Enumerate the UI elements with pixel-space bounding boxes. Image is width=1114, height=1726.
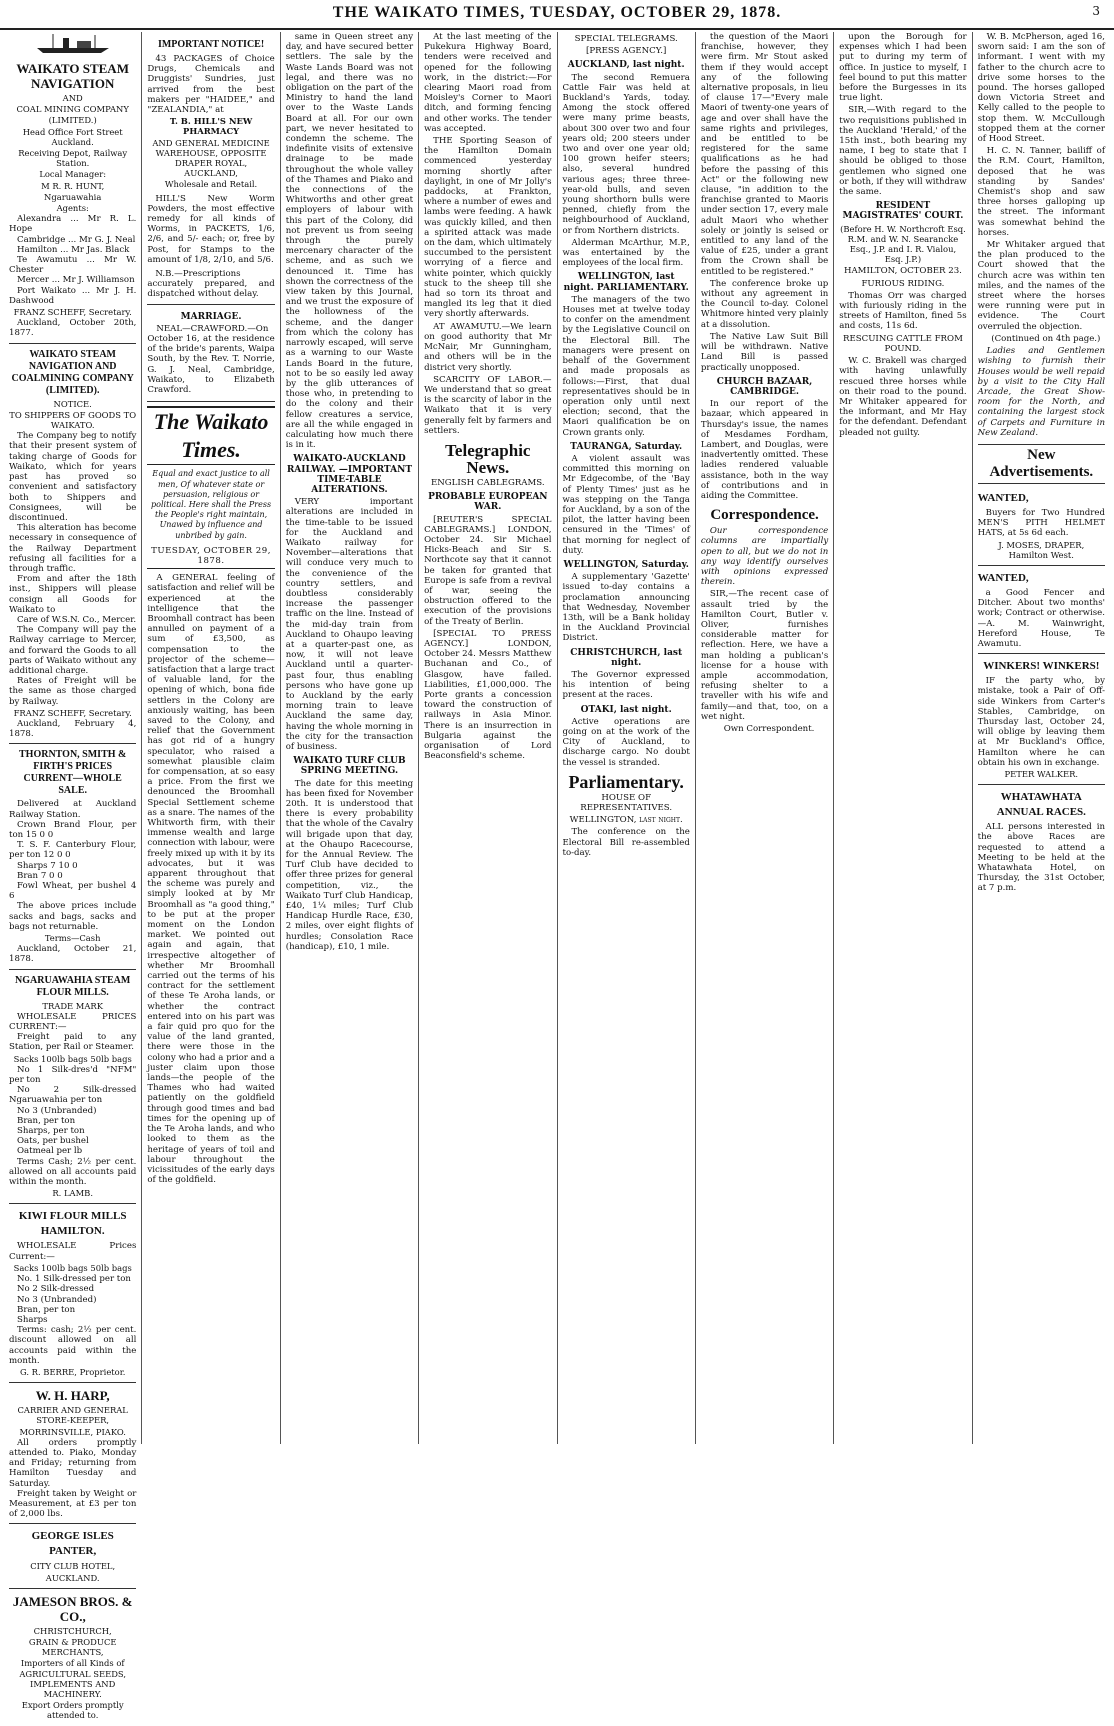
page-number: 3 xyxy=(1092,4,1100,18)
editorial-continued: same in Queen street any day, and have secured better settlers. The sale by the Waste Lands Board was not legal, and there was no obligation on the part of the Ministry to hand the land over to the Waste Lands Board at all. For our own part, we never hesitated to condemn the scheme. The indefinite visits of extensive drainage to be made throughout the whole valley of the Thames and Piako and the connections of the Whitworths and other great employers of labour with this part of the Colony, did not prevent us from seeing through the purely mercenary character of the scheme, and as such we denounced it. Time has shown the correctness of the view taken by this Journal, and we trust the exposure of the hollowness of the scheme, and the danger from which the colony has narrowly escaped, will serve as a warning to our Waste Lands Board in the future, not to be so easily led away by the glib utterances of those who, in pretending to do the colony and their fellow creatures a service, are all the while engaged in calculating how much there is in it. xyxy=(285,32,414,451)
ad-line: Port Waikato ... Mr J. H. Dashwood xyxy=(9,285,137,306)
ad-line: a Good Fencer and Ditcher. About two months' work; Contract or otherwise.—A. M. Wainwright, Hereford House, Te Awamutu. xyxy=(977,587,1105,649)
wellington-saturday-text: A supplementary 'Gazette' issued to-day contains a proclamation announcing that Wednesday, November 13th, will be a Bank holiday in the Auckland Provincial District. xyxy=(562,572,690,644)
bailiff-text: H. C. N. Tanner, bailiff of the R.M. Court, Hamilton, deposed that he was standing by Sandes' Chemist's shop and saw three horses galloping up the street. The informant was somewhat behind the horses. xyxy=(977,146,1105,238)
ad-line: T. B. HILL'S NEW PHARMACY xyxy=(169,116,253,137)
native-bills-text: The Native Law Suit Bill will be withdrawn. Native Land Bill is passed practically unopposed. xyxy=(700,331,829,373)
auckland-text-2: Alderman McArthur, M.P., was entertained by the employees of the local firm. xyxy=(562,237,690,269)
ad-whatawhata-races xyxy=(978,785,1105,897)
ad-line: Terms: cash; 2½ per cent. discount allowed on all accounts paid within the month. xyxy=(9,1325,137,1366)
parliamentary-heading: Parliamentary. xyxy=(568,771,684,792)
ad-jameson xyxy=(9,1589,136,1726)
ad-line: MORRINSVILLE, PIAKO. xyxy=(19,1426,126,1437)
sporting-text: THE Sporting Season of the Hamilton Domain commenced yesterday morning shortly after daylight, in one of Mr Jolly's paddocks, at Frankton, where a number of ewes and lambs were feeding. A hawk was quickly killed, and then a spirited attack was made on the dam, which ultimately succumbed to the persistent worrying of a fierce and white pointer, which quickly stuck to the sheep till she had so torn its throat and mangled its leg that it died very shortly afterwards. xyxy=(424,136,552,320)
ad-heading: WANTED, xyxy=(977,491,1029,504)
highway-board-text: At the last meeting of the Pukekura Highway Board, tenders were received and opened for the following work, in the district:—For clearing Maori road from Moisley's Corner to Maori ditch, and forming fencing and other works. The tender was accepted. xyxy=(424,32,552,134)
ad-harp xyxy=(9,1383,136,1524)
steamer-icon xyxy=(33,32,113,54)
ad-ngaruawahia-mills xyxy=(9,970,136,1205)
ad-heading: JAMESON BROS. & CO., xyxy=(12,1593,133,1624)
ad-line: TO SHIPPERS OF GOODS TO WAIKATO. xyxy=(9,409,137,431)
otaki-dateline: OTAKI, last night. xyxy=(580,704,672,715)
ad-line: Auckland, February 4, 1878. xyxy=(9,718,137,740)
ad-line: COAL MINING COMPANY xyxy=(16,104,129,115)
continued-note: (Continued on 4th page.) xyxy=(991,333,1101,344)
ad-line: Rates of Freight will be the same as those charged by Railway. xyxy=(9,676,137,707)
ad-line: N.B.—Prescriptions accurately prepared, and dispatched without delay. xyxy=(147,269,275,300)
tauranga-text: A violent assault was committed this morning on Mr Edgecombe, of the 'Bay of Plenty Times' just as he was stepping on the Tanga for Auckland, by a son of the pilot, the latter having been censured in the 'Times' of that morning for neglect of duty. xyxy=(562,453,690,556)
ad-line: Bran, per ton xyxy=(17,1304,76,1315)
letter-signoff: Own Correspondent. xyxy=(723,724,815,734)
ad-line: Bran 7 0 0 xyxy=(17,870,63,881)
column-5 xyxy=(558,32,696,1444)
ad-line: CITY CLUB HOTEL, xyxy=(30,1561,116,1572)
ad-line: ALL persons interested in the above Races are requested to attend a Meeting to be held at the Whatawhata Hotel, on Thursday, the 31st October, at 7 p.m. xyxy=(977,822,1105,894)
ad-line: CARRIER AND GENERAL STORE-KEEPER, xyxy=(17,1405,128,1426)
ad-panter xyxy=(9,1524,136,1588)
ad-line: HILL'S New Worm Powders, the most effective remedy for all kinds of Worms, in PACKETS, 1/6, 2/6, and 5/- each; or, free by Post, for Stamps to the amount of 1/8, 2/10, and 5/6. xyxy=(147,193,275,265)
ruling-text: Mr Whitaker argued that the plan produced to the Court showed that the church acre was within ten miles, and the names of the street where the horses were running were put in evidence. The Court overruled the objection. xyxy=(977,240,1105,332)
ad-line: Sharps 7 10 0 xyxy=(17,860,78,871)
ad-line: The Company will pay the Railway carriage to Mercer, and forward the Goods to all parts of Waikato without any additional charge. xyxy=(9,625,137,676)
ad-wanted-fencer xyxy=(978,566,1105,654)
ad-line: Receiving Depot, Railway Station. xyxy=(18,148,128,169)
ad-line: G. R. BERRE, Proprietor. xyxy=(19,1366,126,1377)
ad-line: AND GENERAL MEDICINE WAREHOUSE, OPPOSITE DRAPER ROYAL, AUCKLAND, xyxy=(152,137,270,179)
rm-court-dateline: HAMILTON, OCTOBER 23. xyxy=(843,266,962,277)
rm-court-bench: (Before H. W. Northcroft Esq. R.M. and W. N. Searancke Esq., J.P. and I. R. Vialou, Esq. J.P.) xyxy=(840,223,966,265)
motto: Equal and exact justice to all men, Of whatever state or persuasion, religious or political. Here shall the Press the People's right maintain, Unawed by influence and unbribed by gain. xyxy=(151,469,272,540)
ad-line: Sacks 100lb bags 50lb bags xyxy=(13,1053,132,1064)
ad-line: GRAIN & PRODUCE MERCHANTS, xyxy=(28,1636,117,1658)
nameplate: The Waikato Times. xyxy=(147,406,274,465)
ad-kiwi-mills xyxy=(9,1204,136,1383)
ad-line: Sharps xyxy=(17,1314,48,1325)
ad-heading: WINKERS! WINKERS! xyxy=(983,660,1100,673)
ad-line: CHRISTCHURCH, xyxy=(33,1625,112,1636)
column-6 xyxy=(696,32,834,1444)
cable-text: [REUTER'S SPECIAL CABLEGRAMS.] LONDON, October 24. Sir Michael Hicks-Beach and Sir S. Northcote say that it cannot be taken for granted that Europe is safe from a revival of war, seeing the obstruction offered to the execution of the provisions of the Treaty of Berlin. xyxy=(424,514,552,627)
awamutu-text: AT AWAMUTU.—We learn on good authority that Mr McNair, Mr Gunningham, and others will be in the district very shortly. xyxy=(424,321,552,373)
cable-title: PROBABLE EUROPEAN WAR. xyxy=(428,492,548,513)
ad-line: No 3 (Unbranded) xyxy=(17,1105,97,1116)
ad-heading: GEORGE ISLES PANTER, xyxy=(31,1530,114,1558)
ad-line: Ngaruawahia xyxy=(44,191,102,202)
ad-heading: THORNTON, SMITH & FIRTH'S PRICES CURRENT—WHOLE SALE. xyxy=(19,749,127,797)
ad-wanted-hats xyxy=(978,486,1105,566)
ad-heading: WAIKATO STEAM NAVIGATION AND COALMINING COMPANY (LIMITED). xyxy=(11,348,134,396)
editorial-text: A GENERAL feeling of satisfaction and relief will be experienced at the intelligence that the Broomhall contract has been annulled on payment of a sum of £3,500, as compensation to the projector of the scheme—satisfaction that a large tract of valuable land, for the opening of which, bona fide settlers in the Colony are anxiously waiting, has been saved to the Colony, and relief that the Government has got rid of a hungry speculator, who raised a somewhat plausible claim for compensation, at so easy a price. From the first we denounced the Broomhall Special Settlement scheme as a snare. The names of the Whitworth firm, with their immense wealth and large connection with labour, were freely mixed up with it by its advocates, but it was apparent throughout that the scheme was purely and simply looked at by Mr Broomhall as "a good thing," to be put at the proper moment on the London market. We pointed out again and again, that irrespective altogether of whether Mr Broomhall carried out the terms of his contract for the settlement of these Te Aroha lands, or whether the contract entered into on his part was a fair quid pro quo for the value of the land granted, there were those in the colony who had a prior and a juster claim upon those lands—the people of the Thames who had waited patiently on the goldfield through good times and bad times for the opening up of the Te Aroha lands, and who looked to them as the heritage of years of toil and labour throughout the vicissitudes of the early days of the goldfield. xyxy=(147,573,275,1186)
ad-wsn-coal xyxy=(9,56,136,344)
ad-heading: WHATAWHATA ANNUAL RACES. xyxy=(996,791,1086,819)
tauranga-dateline: TAURANGA, Saturday. xyxy=(570,441,683,452)
ad-line: No. 1 Silk-dressed per ton xyxy=(17,1274,131,1285)
ad-heading: KIWI FLOUR MILLS HAMILTON. xyxy=(18,1210,127,1238)
ad-line: From and after the 18th inst., Shippers will please consign all Goods for Waikato to xyxy=(9,574,137,615)
ad-line: Oats, per bushel xyxy=(17,1136,89,1147)
ad-line: All orders promptly attended to. Piako, Monday and Friday; returning from Hamilton Tuesday and Saturday. xyxy=(9,1437,137,1489)
railway-heading: WAIKATO-AUCKLAND RAILWAY. —IMPORTANT TIME-TABLE ALTERATIONS. xyxy=(286,454,413,495)
ad-line: Cambridge ... Mr G. J. Neal xyxy=(17,234,136,245)
ad-line: Wholesale and Retail. xyxy=(164,179,258,190)
columns xyxy=(4,32,1110,1721)
auckland-dateline: AUCKLAND, last night. xyxy=(567,60,685,71)
ad-line: Terms—Cash xyxy=(44,933,101,944)
ad-line: IF the party who, by mistake, took a Pair of Off-side Winkers from Carter's Stables, Cambridge, on Thursday last, October 24, will oblige by leaving them at Mr Buckland's Office, Hamilton where he can obtain his own in exchange. xyxy=(977,676,1105,768)
masthead xyxy=(0,0,1114,30)
wellington-dateline: WELLINGTON, last night. PARLIAMENTARY. xyxy=(563,272,689,293)
marriage-notice xyxy=(147,305,274,403)
ad-line: No 2 Silk-dressed xyxy=(17,1284,95,1295)
rm-court-heading: RESIDENT MAGISTRATES' COURT. xyxy=(842,201,964,222)
ad-line: No 3 (Unbranded) xyxy=(17,1294,97,1305)
ad-heading: WANTED, xyxy=(977,571,1029,584)
bazaar-text: In our report of the bazaar, which appeared in Thursday's issue, the names of Mesdames Fordham, Lambert, and Douglas, were inadvertently omitted. These ladies rendered valuable assistance, both in the way of contributions and in aiding the Committee. xyxy=(700,399,829,501)
ad-line: Auckland, October 21, 1878. xyxy=(9,944,137,965)
ad-line: 43 PACKAGES of Choice Drugs, Chemicals and Druggists' Sundries, just arrived from the best makers per "HAIDEE," and "ZEALANDIA," at xyxy=(147,54,275,116)
ad-heading: W. H. HARP, xyxy=(35,1388,110,1404)
parliamentary-dateline: WELLINGTON, last night. xyxy=(569,815,683,826)
turf-heading: WAIKATO TURF CLUB SPRING MEETING. xyxy=(293,756,406,777)
ad-line: M R. R. HUNT, xyxy=(41,180,105,191)
ad-line: Alexandra ... Mr R. L. Hope xyxy=(9,214,137,235)
ad-wsn-notice xyxy=(9,344,136,745)
column-8 xyxy=(973,32,1110,1444)
auckland-text: The second Remuera Cattle Fair was held at Buckland's Yards, today. Among the stock offered were many prime beasts, about 300 over two and four years old; 200 steers under two and over one year old; 100 grown heifer steers; also, several hundred various ages; three three-year-old bulls, and seven young shorthorn bulls were penned, chiefly from the neighbourhood of Auckland, or from Northern districts. xyxy=(562,72,690,236)
ad-line: PETER WALKER. xyxy=(1004,768,1079,779)
ad-winkers xyxy=(978,654,1105,785)
ad-line: WHOLESALE PRICES CURRENT:— xyxy=(9,1011,137,1033)
correspondence-note: Our correspondence columns are impartially open to all, but we do not in any way identify ourselves with opinions expressed therein. xyxy=(700,526,829,588)
cable-subheading: ENGLISH CABLEGRAMS. xyxy=(431,477,545,488)
ad-line: Auckland, October 20th, 1877. xyxy=(9,318,137,339)
masthead-title: THE WAIKATO TIMES, TUESDAY, OCTOBER 29, 1878. xyxy=(332,4,782,21)
dateline: TUESDAY, OCTOBER 29, 1878. xyxy=(147,545,274,569)
ad-line: No 1 Silk-dres'd "NFM" per ton xyxy=(9,1064,137,1086)
notice-heading: IMPORTANT NOTICE! xyxy=(157,39,265,50)
conference-text: The conference broke up without any agreement in the Council to-day. Colonel Whitmore hinted very plainly at a dissolution. xyxy=(700,278,829,330)
case-1-heading: FURIOUS RIDING. xyxy=(861,278,945,289)
ad-line: Mercer ... Mr J. Williamson xyxy=(17,275,135,286)
ad-line: T. S. F. Canterbury Flour, per ton 12 0 0 xyxy=(9,840,137,861)
ad-line: Export Orders promptly attended to. xyxy=(21,1700,124,1721)
ad-hill-pharmacy xyxy=(147,32,274,305)
maori-franchise-text: the question of the Maori franchise, however, they were firm. Mr Stout asked them if they would accept any of the following alternative proposals, in lieu of clause 17—"Every male Maori of twenty-one years of age and over shall have the same rights and privileges, and be entitled to be registered for the same qualifications as he had before the passing of this Act" or the following new clause, "in addition to the franchise granted to Maoris under section 17, every male adult Maori who whether solely or jointly is seised or entitled to any land of the value of £25, under a grant from the Crown shall be entitled to be registered." xyxy=(700,32,829,277)
ad-line: Head Office Fort Street Auckland. xyxy=(22,126,123,147)
ad-line: WHOLESALE Prices Current:— xyxy=(9,1241,137,1262)
bazaar-heading: CHURCH BAZAAR, CAMBRIDGE. xyxy=(716,376,813,397)
ad-line: Te Awamutu ... Mr W. Chester xyxy=(9,255,137,276)
column-2 xyxy=(142,32,280,1444)
ad-line: No 2 Silk-dressed Ngaruawahia per ton xyxy=(9,1085,137,1106)
requisition-letter-text: SIR,—With regard to the two requisitions published in the Auckland 'Herald,' of the 15th inst., both bearing my name, I beg to state that I should be obliged to those gentlemen who signed one or both, if they will withdraw the same. xyxy=(839,105,967,198)
case-2-heading: RESCUING CATTLE FROM POUND. xyxy=(842,333,963,354)
ad-line: Buyers for Two Hundred MEN'S PITH HELMET HATS, at 5s 6d each. xyxy=(977,507,1105,539)
column-3 xyxy=(281,32,419,1444)
ad-line: Care of W.S.N. Co., Mercer. xyxy=(17,614,137,625)
column-1 xyxy=(4,32,142,1721)
ad-line: This alteration has become necessary in consequence of the Railway Department refusing all facilities for a through traffic. xyxy=(9,523,137,574)
special-telegrams-heading: SPECIAL TELEGRAMS. xyxy=(574,34,678,44)
ad-line: Fowl Wheat, per bushel 4 6 xyxy=(9,881,137,902)
ad-line: NOTICE. xyxy=(53,398,92,409)
case-1-text: Thomas Orr was charged with furiously riding in the streets of Hamilton, fined 5s and costs, 11s 6d. xyxy=(839,290,967,332)
arcade-text: Ladies and Gentlemen wishing to furnish their Houses would be well repaid by a visit to the City Hall Arcade, the Great Show-room for the North, and containing the largest stock of Carpets and Furniture in New Zealand. xyxy=(977,346,1105,438)
ad-line: Agents: xyxy=(56,203,89,214)
otaki-text: Active operations are going on at the work of the City of Auckland, to discharge cargo. No doubt the vessel is stranded. xyxy=(562,716,690,768)
ad-line: Crown Brand Flour, per ton 15 0 0 xyxy=(9,819,137,840)
ad-line: Importers of all Kinds of AGRICULTURAL SEEDS, IMPLEMENTS AND MACHINERY. xyxy=(19,1658,127,1699)
christchurch-text: The Governor expressed his intention of being present at the races. xyxy=(562,669,690,701)
marriage-heading: MARRIAGE. xyxy=(180,311,242,322)
ad-line: AND xyxy=(62,93,83,103)
ad-line: FRANZ SCHEFF, Secretary. xyxy=(13,707,132,718)
railway-text: VERY important alterations are included in the time-table to be issued for the Auckland and Waikato railway for November—alterations that will conduce very much to the convenience of the country settlers, and doubtless considerably increase the passenger traffic on the line. Instead of the mid-day train from Auckland to Ohaupo leaving at a quarter-past one, as now, it will not leave Auckland until a quarter-past four, thus enabling persons who have gone up to Auckland by the early morning train to leave Auckland the same day, having the whole morning in the city for the transaction of business. xyxy=(285,497,414,753)
marriage-text: NEAL—CRAWFORD.—On October 16, at the residence of the bride's parents, Waipa South, by the Rev. T. Norrie, G. J. Neal, Cambridge, Waikato, to Elizabeth Crawford. xyxy=(147,323,275,396)
letter-text: SIR,—The recent case of assault tried by the Hamilton Court, Butler v. Oliver, furnishes considerable matter for reflection. Here, we have a man holding a publican's license for a house with ample accommodation, refusing shelter to a traveller with his wife and family—and that, too, on a wet night. xyxy=(700,589,829,722)
ad-line: The Company beg to notify that their present system of taking charge of Goods for Waikato, which for years past has proved so convenient and satisfactory both to Shippers and Consignees, will be discontinued. xyxy=(9,431,137,523)
column-4 xyxy=(419,32,557,1444)
correspondence-heading: Correspondence. xyxy=(710,507,819,524)
ad-line: Sharps, per ton xyxy=(17,1126,85,1137)
ad-line: J. MOSES, DRAPER, Hamilton West. xyxy=(998,539,1085,560)
ad-line: Bran, per ton xyxy=(17,1115,76,1126)
parliamentary-text: The conference on the Electoral Bill re-assembled to-day. xyxy=(562,827,690,858)
ad-line: Local Manager: xyxy=(39,169,107,180)
ad-line: The above prices include sacks and bags, sacks and bags not returnable. xyxy=(9,901,137,932)
telegraphic-heading: Telegraphic News. xyxy=(445,440,531,477)
new-ads-heading: New Advertisements. xyxy=(978,444,1105,484)
labor-text: SCARCITY OF LABOR.—We understand that so great is the scarcity of labor in the Waikato that it is very generally felt by farmers and settlers. xyxy=(424,374,552,436)
ad-line: Delivered at Auckland Railway Station. xyxy=(9,799,137,820)
cable-text-2: [SPECIAL TO PRESS AGENCY.] LONDON, October 24. Messrs Matthew Buchanan and Co., of Glasgow, have failed. Liabilities, £1,000,000. The Porte grants a concession toward the construction of railways in Asia Minor. There is an insurrection in Bulgaria against the organisation of Lord Beaconsfield's scheme. xyxy=(424,628,552,762)
case-2-text: W. C. Brakell was charged with having unlawfully rescued three horses while on their road to the pound. Mr Whitaker appeared for the informant, and Mr Hay for the defendant. Defendant pleaded not guilty. xyxy=(839,356,967,438)
ad-heading: WAIKATO STEAM NAVIGATION xyxy=(16,61,129,91)
ad-thornton-prices xyxy=(9,744,136,969)
column-7 xyxy=(834,32,972,1444)
ad-line: Freight paid to any Station, per Rail or Steamer. xyxy=(9,1032,137,1053)
ad-line: Oatmeal per lb xyxy=(17,1146,83,1157)
ad-line: FRANZ SCHEFF, Secretary. xyxy=(13,307,132,318)
ad-line: Freight taken by Weight or Measurement, at £3 per ton of 2,000 lbs. xyxy=(9,1488,137,1520)
ad-line: TRADE MARK xyxy=(42,1000,103,1011)
parliamentary-subheading: HOUSE OF REPRESENTATIVES. xyxy=(580,792,673,814)
press-agency-label: [PRESS AGENCY.] xyxy=(586,46,667,57)
wellington-text: The managers of the two Houses met at twelve today to confer on the amendment by the Legislative Council on the Electoral Bill. The managers were present on behalf of the Government and made proposals as follows:—First, that dual representatives should be in operation only until next election; second, that the Maori qualification be on Crown grants only. xyxy=(562,294,690,438)
ad-line: (LIMITED.) xyxy=(48,115,97,126)
turf-text: The date for this meeting has been fixed for November 20th. It is understood that there is every probability that the whole of the Cavalry will brigade upon that day, at the Ohaupo Racecourse, for the Annual Review. The Turf Club have decided to offer three prizes for general competition, viz., the Waikato Turf Club Handicap, £40, 1¼ miles; Turf Club Handicap Hurdle Race, £30, 2 miles, over eight flights of hurdles; Consolation Race (handicap), £10, 1 mile. xyxy=(285,778,414,952)
ad-line: AUCKLAND. xyxy=(45,1572,100,1583)
ad-line: R. LAMB. xyxy=(52,1188,93,1199)
borough-letter-text: upon the Borough for expenses which I had been put to during my term of office. In justice to myself, I feel bound to put this matter before the Burgesses in its true light. xyxy=(839,32,967,104)
ad-line: Sacks 100lb bags 50lb bags xyxy=(13,1262,132,1273)
ad-line: Terms Cash; 2½ per cent. allowed on all accounts paid within the month. xyxy=(9,1156,137,1188)
testimony-text: W. B. McPherson, aged 16, sworn said: I am the son of informant. I went with my father to the church acre to drive some horses to the pound. The horses galloped down Victoria Street and Kelly called to the people to stop them. W. McCullough stopped them at the corner of Hood Street. xyxy=(977,32,1105,145)
wellington-saturday-dateline: WELLINGTON, Saturday. xyxy=(563,559,689,570)
ad-heading: NGARUAWAHIA STEAM FLOUR MILLS. xyxy=(15,974,131,998)
christchurch-dateline: CHRISTCHURCH, last night. xyxy=(570,647,683,668)
ad-line: Hamilton ... Mr Jas. Black xyxy=(17,244,130,255)
